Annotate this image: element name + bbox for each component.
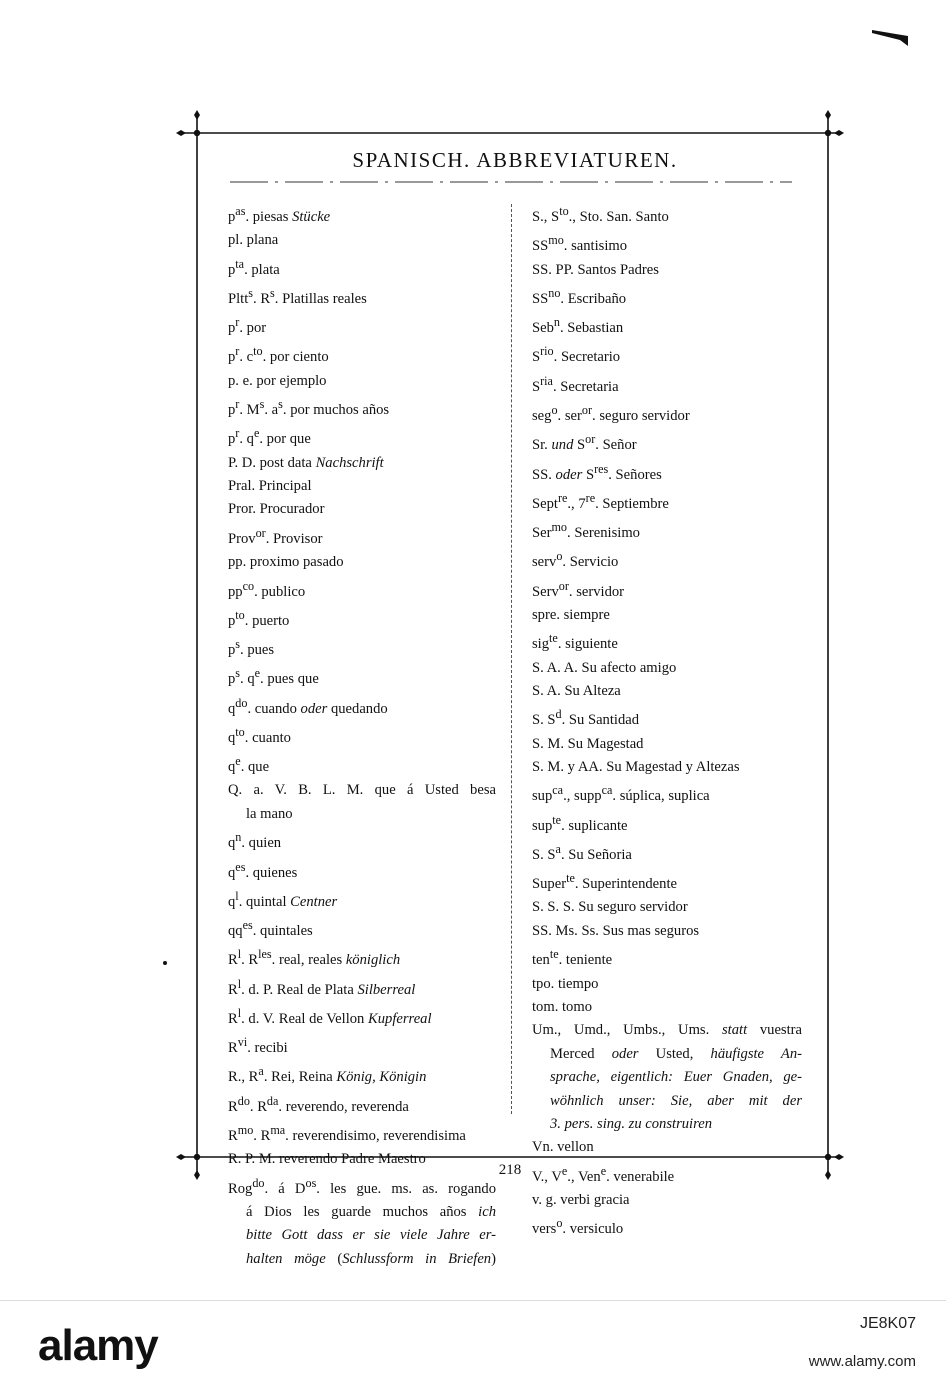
abbreviation-entry: S. A. A. Su afecto amigo [532,659,677,676]
abbreviation-entry: Super$^{te}$. Superintendente [532,871,677,893]
abbreviation-entry: Um., Umd., Umbs., Ums. statt vuestra [532,1022,802,1039]
abbreviation-entry: SS. PP. Santos Padres [532,261,659,278]
abbreviation-entry: Serv$^{or}$. servidor [532,578,625,600]
abbreviation-entry: $q^{to}$. cuanto [228,724,291,746]
abbreviation-entry: S. $S^a$. Su Señoria [532,841,632,863]
abbreviation-entry: R. P. M. reverendo Padre Maestro [228,1151,426,1168]
abbreviation-entry: ten$^{te}$. teniente [532,947,613,969]
abbreviation-entry: $R^l$. $R^{les}$. real, reales königlich [228,947,401,969]
brand-logo: alamy [38,1321,158,1370]
abbreviation-entry: Sr. und $S^{or}$. Señor [532,432,637,454]
abbreviation-entry: Merced oder Usted, häufigste An- [550,1045,803,1062]
abbreviation-entry: $pp^{co}$. publico [228,578,306,600]
abbreviation-entry: S. S. S. Su seguro servidor [532,899,688,916]
abbreviation-entry: p. e. por ejemplo [228,372,327,389]
abbreviation-entry: $SS^{no}$. Escribaño [532,285,627,307]
abbreviation-entry: $SS^{mo}$. santisimo [532,233,628,255]
abbreviation-entry: spre. siempre [532,606,610,623]
abbreviation-entry: $S^{ria}$. Secretaria [532,373,619,395]
abbreviation-entry: SS. oder $S^{res}$. Señores [532,461,662,483]
abbreviation-entry: Pral. Principal [228,478,312,495]
abbreviation-entry: $p^{to}$. puerto [228,607,290,629]
abbreviation-entry: $q^n$. quien [228,830,282,852]
abbreviation-entry: S. A. Su Alteza [532,682,621,699]
page-number: 218 [498,1162,522,1178]
abbreviation-entry: $q^{es}$. quienes [228,859,298,881]
abbreviation-entry: $R^{vi}$. recibi [228,1035,288,1056]
abbreviation-entry: seg$^o$. ser$^{or}$. seguro servidor [532,403,690,424]
abbreviation-entry: Ser$^{mo}$. Serenisimo [532,520,640,541]
abbreviation-entry: Pltt$^s$. $R^s$. Platillas reales [228,285,367,307]
abbreviation-entry: Prov$^{or}$. Provisor [228,525,323,547]
abbreviation-entry: $R^l$. d. P. Real de Plata Silberreal [228,976,416,998]
abbreviation-entry: $p^r$. $M^s$. $a^s$. por muchos años [228,397,390,418]
abbreviation-entry: sup$^{te}$. suplicante [532,812,628,834]
abbreviation-entry: halten möge (Schlussform in Briefen) [246,1250,496,1267]
abbreviation-entry: Pror. Procurador [228,501,325,518]
abbreviation-entry: $p^r$. $q^e$. por que [228,426,311,448]
abbreviation-entry: Rog$^{do}$. á $D^{os}$. les gue. ms. as. rogando [228,1175,496,1197]
site-url: www.alamy.com [808,1353,916,1370]
abbreviation-entry: $qq^{es}$. quintales [228,918,313,939]
abbreviation-entry: $S^{rio}$. Secretario [532,344,621,366]
abbreviation-entry: 3. pers. sing. zu construiren [550,1116,713,1132]
abbreviation-entry: Vn. vellon [532,1139,594,1156]
abbreviation-entry: $q^e$. que [228,754,270,776]
abbreviation-entry: v. g. verbi gracia [532,1192,630,1209]
abbreviation-entry: $p^r$. $c^{to}$. por ciento [228,344,329,366]
abbreviation-entry: pp. proximo pasado [228,554,344,571]
abbreviation-entry: $p^{ta}$. plata [228,256,280,278]
abbreviation-entry: SS. Ms. Ss. Sus mas seguros [532,922,700,939]
column-divider [511,204,512,1114]
abbreviation-entry: sig$^{te}$. siguiente [532,631,618,653]
abbreviation-entry: S. M. Su Magestad [532,735,644,752]
abbreviation-entry: tpo. tiempo [532,975,599,992]
right-abbreviation-column [532,200,802,1242]
abbreviation-entry: sup$^{ca}$., supp$^{ca}$. súplica, suplica [532,783,710,805]
abbreviation-entry: Q. a. V. B. L. M. que á Usted besa [228,782,496,799]
abbreviation-entry: S. $S^d$. Su Santidad [532,707,640,729]
abbreviation-entry: Sept$^{re}$., 7re. Septiembre [532,490,669,512]
watermark-footer [0,1300,946,1391]
abbreviation-entry: $p^r$. por [228,315,267,337]
abbreviation-entry: R., $R^a$. Rei, Reina König, Königin [228,1064,427,1086]
abbreviation-entry: $q^l$. quintal Centner [228,888,338,910]
abbreviation-entry: sprache, eigentlich: Euer Gnaden, ge- [550,1069,802,1086]
abbreviation-entry: $p^s$. $q^e$. pues que [228,666,319,688]
abbreviation-entry: pl. plana [228,232,279,249]
abbreviation-entry: $p^s$. pues [228,637,275,658]
abbreviation-entry: P. D. post data Nachschrift [228,454,384,471]
abbreviation-entry: Seb$^n$. Sebastian [532,315,624,337]
abbreviation-entry: S. M. y AA. Su Magestad y Altezas [532,759,740,776]
abbreviation-entry: vers$^o$. versiculo [532,1216,624,1238]
left-abbreviation-column [228,200,496,1271]
abbreviation-entry: bitte Gott dass er sie viele Jahre er- [246,1227,496,1244]
abbreviation-entry: $R^{do}$. $R^{da}$. reverendo, reverenda [228,1093,409,1115]
abbreviation-entry: V., Ve., Ven$^e$. venerabile [532,1163,675,1185]
abbreviation-entry: $q^{do}$. cuando oder quedando [228,695,388,717]
stock-id: JE8K07 [859,1315,916,1332]
abbreviation-entry: serv$^o$. Servicio [532,549,619,571]
abbreviation-entry: wöhnlich unser: Sie, aber mit der [550,1092,802,1109]
abbreviation-entry: la mano [246,805,293,822]
page-title: SPANISCH. ABBREVIATUREN. [352,148,678,172]
abbreviation-entry: á Dios les guarde muchos años ich [246,1203,496,1220]
abbreviation-entry: $p^{as}$. piesas Stücke [228,204,331,225]
abbreviation-entry: $R^{mo}$. $R^{ma}$. reverendisimo, reverendisima [228,1122,466,1144]
abbreviation-entry: S., $S^{to}$., Sto. San. Santo [532,204,669,225]
abbreviation-entry: tom. tomo [532,998,592,1015]
abbreviation-entry: $R^l$. d. V. Real de Vellon Kupferreal [228,1005,432,1027]
